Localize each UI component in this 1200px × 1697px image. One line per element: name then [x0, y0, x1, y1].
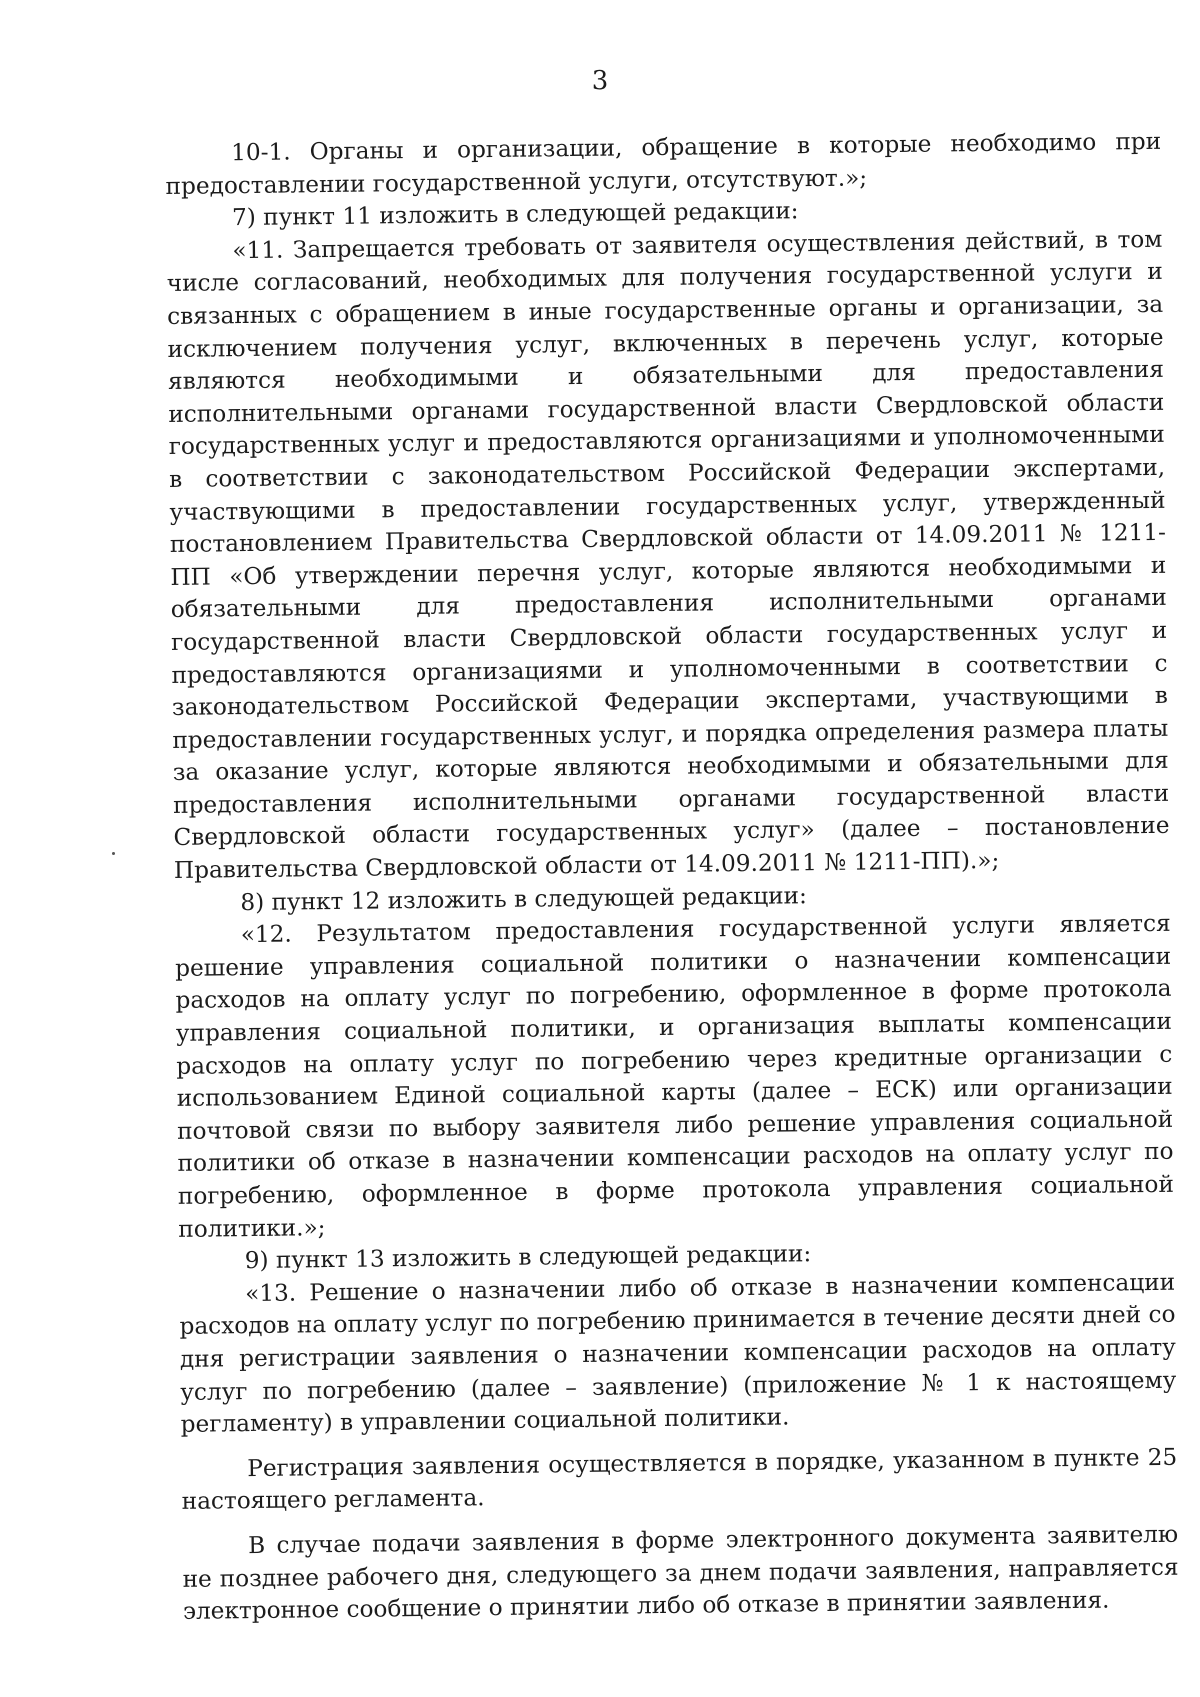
paragraph-13: «13. Решение о назначении либо об отказе в назначении компенсации расходов на оплату услуг по погребению принимается в течение десяти дней со дня регистрации заявления о назначении компенсации расходов на оплату услуг по погребению (далее – заявление) (приложение № 1 к настоящему регламенту) в управлении социальной политики.	[179, 1268, 1177, 1439]
paragraph-12: «12. Результатом предоставления государственной услуги является решение управления социальной политики о назначении компенсации расходов на оплату услуг по погребению, оформленное в форме протокола управления социальной политики, и организация выплаты компенсации расходов на оплату услуг по погребению через кредитные организации с использованием Единой социальной карты (далее – ЕСК) или организации почтовой связи по выбору заявителя либо решение управления социальной политики об отказе в назначении компенсации расходов на оплату услуг по погребению, оформленное в форме протокола управления социальной политики.»;	[174, 910, 1175, 1243]
paragraph-10-1: 10-1. Органы и организации, обращение в которые необходимо при предоставлении государственной услуги, отсутствуют.»;	[165, 127, 1162, 200]
page-number: 3	[591, 66, 609, 96]
amendment-item-8: 8) пункт 12 изложить в следующей редакции:	[240, 881, 808, 916]
paragraph-11: «11. Запрещается требовать от заявителя осуществления действий, в том числе согласований, необходимых для получения государственной услуги и связанных с обращением в иные государственные органы и организации, за исключением получения услуг, включенных в перечень услуг, которые являются необходимыми и обязательными для предоставления исполнительными органами государственной власти Свердловской области государственных услуг и предоставляются организациями и уполномоченными в соответствии с законодательством Российской Федерации экспертами, участвующими в предоставлении государственных услуг, утвержденный постановлением Правительства Свердловской области от 14.09.2011 № 1211-ПП «Об утверждении перечня услуг, которые являются необходимыми и обязательными для предоставления исполнительными органами государственной власти Свердловской области государственных услуг и предоставляются организациями и уполномоченными в соответствии с законодательством Российской Федерации экспертами, участвующими в предоставлении государственных услуг, и порядка определения размера платы за оказание услуг, которые являются необходимыми и обязательными для предоставления исполнительными органами государственной власти Свердловской области государственных услуг» (далее – постановление Правительства Свердловской области от 14.09.2011 № 1211-ПП).»;	[166, 225, 1170, 885]
amendment-item-9: 9) пункт 13 изложить в следующей редакции:	[244, 1240, 812, 1275]
scan-speck	[112, 852, 115, 855]
registration-paragraph: Регистрация заявления осуществляется в порядке, указанном в пункте 25 настоящего регламента.	[181, 1443, 1178, 1516]
amendment-item-7: 7) пункт 11 изложить в следующей редакции:	[231, 197, 799, 232]
document-body	[165, 126, 1179, 1629]
electronic-submission-paragraph: В случае подачи заявления в форме электронного документа заявителю не позднее рабочего дня, следующего за днем подачи заявления, направляется электронное сообщение о принятии либо об отказе в принятии заявления.	[182, 1520, 1179, 1626]
